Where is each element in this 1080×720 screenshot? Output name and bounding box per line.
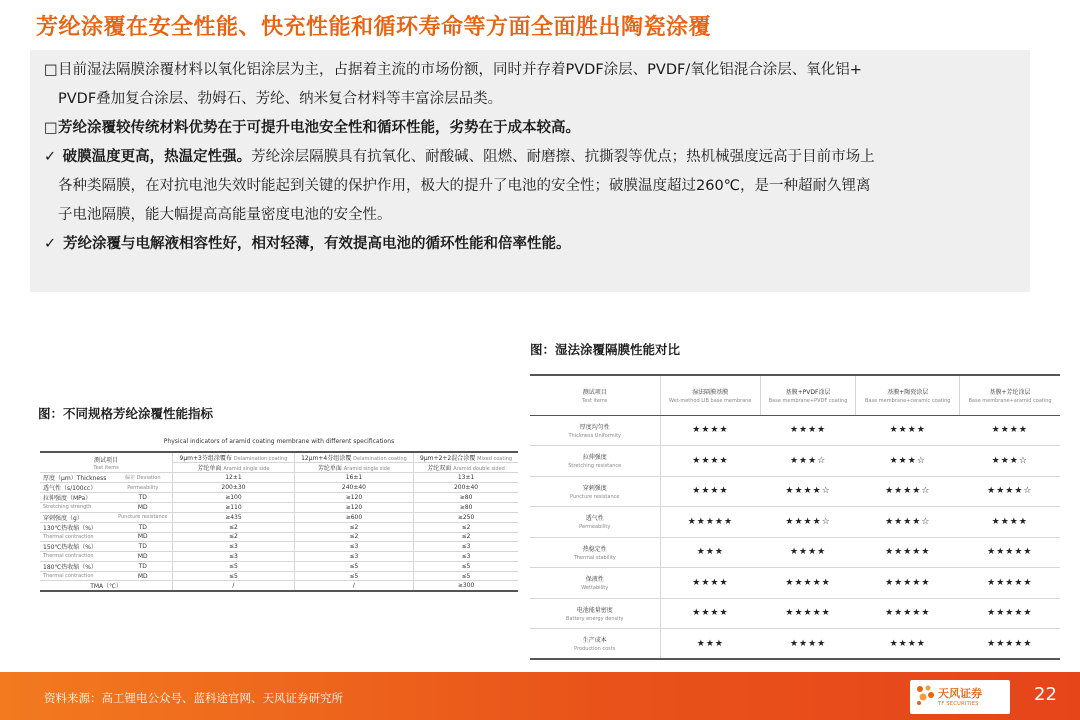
perf-head-test: 测试项目 Test items — [530, 375, 660, 415]
source-note: 资料来源：高工锂电公众号、蓝科途官网、天风证券研究所 — [44, 691, 343, 705]
table-row: Stretching strength MD ≥110 ≥120 ≥80 — [40, 503, 518, 513]
table-row: 150℃热收缩（%） TD ≤3 ≤3 ≤3 — [40, 542, 518, 552]
square-bullet-icon: □ — [44, 62, 58, 78]
perf-head-pvdf: 基膜+PVDF涂层 Base membrane+PVDF coating — [760, 375, 856, 415]
star-rating: ★★★★☆ — [760, 507, 856, 538]
star-rating: ★★★★☆ — [856, 476, 960, 507]
star-rating: ★★★★ — [660, 415, 760, 446]
spec-col-test: 测试项目 Test items — [40, 452, 173, 473]
logo-text-en: TF SECURITIES — [938, 701, 979, 707]
star-rating: ★★★ — [660, 629, 760, 660]
table-row: 拉伸强度（MPa） TD ≥100 ≥120 ≥80 — [40, 493, 518, 503]
table-row: 透气性 Permeability ★★★★★ ★★★★☆ ★★★★☆ ★★★★ — [530, 507, 1060, 538]
bullet-3-cont-1: 各种类隔膜，在对抗电池失效时能起到关键的保护作用，极大的提升了电池的安全性；破膜温度超过260℃，是一种超耐久锂离 — [58, 178, 871, 194]
star-rating: ★★★★ — [660, 568, 760, 599]
spec-table — [40, 451, 518, 592]
intro-box — [30, 50, 1030, 292]
star-rating: ★★★★ — [660, 476, 760, 507]
table-row: Thermal contraction MD ≤2 ≤2 ≤2 — [40, 532, 518, 542]
page-number: 22 — [1034, 684, 1057, 705]
bullet-2: □芳纶涂覆较传统材料优势在于可提升电池安全性和循环性能，劣势在于成本较高。 — [44, 114, 1016, 143]
check-icon: ✓ — [44, 149, 57, 165]
star-rating: ★★★★☆ — [960, 476, 1060, 507]
star-rating: ★★★★★ — [856, 568, 960, 599]
table-row: 厚度均匀性 Thickness Uniformity ★★★★ ★★★★ ★★★★ ★★★★ — [530, 415, 1060, 446]
spec-table-title: Physical indicators of aramid coating membrane with different specifications — [163, 438, 395, 445]
table-row: 厚度（μm）Thickness 偏差 Deviation 12±1 16±1 13±1 — [40, 473, 518, 483]
bullet-1-cont: PVDF叠加复合涂层、勃姆石、芳纶、纳米复合材料等丰富涂层品类。 — [58, 91, 503, 107]
table-row: Thermal contraction MD ≤5 ≤5 ≤5 — [40, 571, 518, 581]
spec-table-figure — [40, 438, 518, 592]
star-rating: ★★★★★ — [856, 598, 960, 629]
table-row: Thermal contraction MD ≤3 ≤3 ≤3 — [40, 552, 518, 562]
table-row: TMA（℃） / / ≥300 — [40, 581, 518, 592]
star-rating: ★★★★☆ — [760, 476, 856, 507]
spec-head-3: 9μm+2+2混合涂覆 Mixed coating — [414, 452, 518, 463]
star-rating: ★★★★★ — [960, 598, 1060, 629]
table-row: 130℃热收缩（%） TD ≤2 ≤2 ≤2 — [40, 522, 518, 532]
table-row: 生产成本 Production costs ★★★ ★★★★ ★★★★ ★★★★★ — [530, 629, 1060, 660]
star-rating: ★★★☆ — [760, 446, 856, 477]
performance-table — [530, 374, 1060, 660]
table-row: 热稳定性 Thermal stability ★★★ ★★★★ ★★★★★ ★★★★★ — [530, 537, 1060, 568]
perf-head-ceramic: 基膜+陶瓷涂层 Base membrane+ceramic coating — [856, 375, 960, 415]
star-rating: ★★★☆ — [960, 446, 1060, 477]
star-rating: ★★★★☆ — [856, 507, 960, 538]
figure-right-caption: 图：湿法涂覆隔膜性能对比 — [530, 342, 681, 357]
star-rating: ★★★ — [660, 537, 760, 568]
footer-bar — [0, 672, 1080, 720]
table-row: 180℃热收缩（%） TD ≤5 ≤5 ≤5 — [40, 561, 518, 571]
bullet-1: □目前湿法隔膜涂覆材料以氧化铝涂层为主，占据着主流的市场份额，同时并存着PVDF涂层、PVDF/氧化铝混合涂层、氧化铝+ — [44, 56, 1016, 85]
bullet-3-cont-2: 子电池隔膜，能大幅提高高能量密度电池的安全性。 — [58, 207, 392, 223]
spec-head-1: 9μm+3芬组涂覆布 Delamination coating — [173, 452, 295, 463]
star-rating: ★★★★ — [960, 507, 1060, 538]
star-rating: ★★★★★ — [660, 507, 760, 538]
star-rating: ★★★★ — [760, 415, 856, 446]
star-rating: ★★★★★ — [856, 537, 960, 568]
table-row: 保液性 Wettability ★★★★ ★★★★★ ★★★★★ ★★★★★ — [530, 568, 1060, 599]
spec-sub-1: 芳纶单面 Aramid single side — [173, 463, 295, 473]
bullet-4: ✓ 芳纶涂覆与电解液相容性好，相对轻薄，有效提高电池的循环性能和倍率性能。 — [44, 230, 1016, 259]
table-row: 穿刺强度（g） Puncture resistance ≥435 ≥600 ≥250 — [40, 512, 518, 522]
table-row: 拉伸强度 Stretching resistance ★★★★ ★★★☆ ★★★☆ ★★★☆ — [530, 446, 1060, 477]
square-bullet-icon: □ — [44, 120, 58, 136]
table-row: 透气性（s/100cc） Permeability 200±30 240±40 200±40 — [40, 483, 518, 493]
bullet-3: ✓ 破膜温度更高，热温定性强。芳纶涂层隔膜具有抗氧化、耐酸碱、阻燃、耐磨擦、抗撕裂等优点；热机械强度远高于目前市场上 — [44, 143, 1016, 172]
company-logo — [910, 680, 1010, 714]
star-rating: ★★★★ — [660, 446, 760, 477]
logo-mark-icon — [914, 684, 936, 706]
star-rating: ★★★★ — [856, 629, 960, 660]
star-rating: ★★★★ — [760, 629, 856, 660]
figure-left-caption: 图：不同规格芳纶涂覆性能指标 — [38, 406, 214, 421]
star-rating: ★★★★ — [856, 415, 960, 446]
perf-head-base: 湿法隔膜基膜 Wet-method LIB base membrane — [660, 375, 760, 415]
star-rating: ★★★★ — [660, 598, 760, 629]
star-rating: ★★★★ — [760, 537, 856, 568]
logo-text-cn: 天风证券 — [938, 687, 982, 700]
spec-sub-2: 芳纶单面 Aramid single side — [294, 463, 413, 473]
star-rating: ★★★★★ — [960, 629, 1060, 660]
check-icon: ✓ — [44, 236, 57, 252]
star-rating: ★★★★★ — [960, 537, 1060, 568]
perf-head-aramid: 基膜+芳纶涂层 Base membrane+aramid coating — [960, 375, 1060, 415]
star-rating: ★★★★★ — [960, 568, 1060, 599]
star-rating: ★★★☆ — [856, 446, 960, 477]
spec-head-2: 12μm+4芬组涂覆 Delamination coating — [294, 452, 413, 463]
table-row: 电池能量密度 Battery energy density ★★★★ ★★★★★ ★★★★★ ★★★★★ — [530, 598, 1060, 629]
star-rating: ★★★★★ — [760, 568, 856, 599]
table-row: 穿刺强度 Puncture resistance ★★★★ ★★★★☆ ★★★★☆ ★★★★☆ — [530, 476, 1060, 507]
star-rating: ★★★★ — [960, 415, 1060, 446]
spec-sub-3: 芳纶双面 Aramid double sided — [414, 463, 518, 473]
slide-title: 芳纶涂覆在安全性能、快充性能和循环寿命等方面全面胜出陶瓷涂覆 — [36, 15, 712, 40]
star-rating: ★★★★★ — [760, 598, 856, 629]
